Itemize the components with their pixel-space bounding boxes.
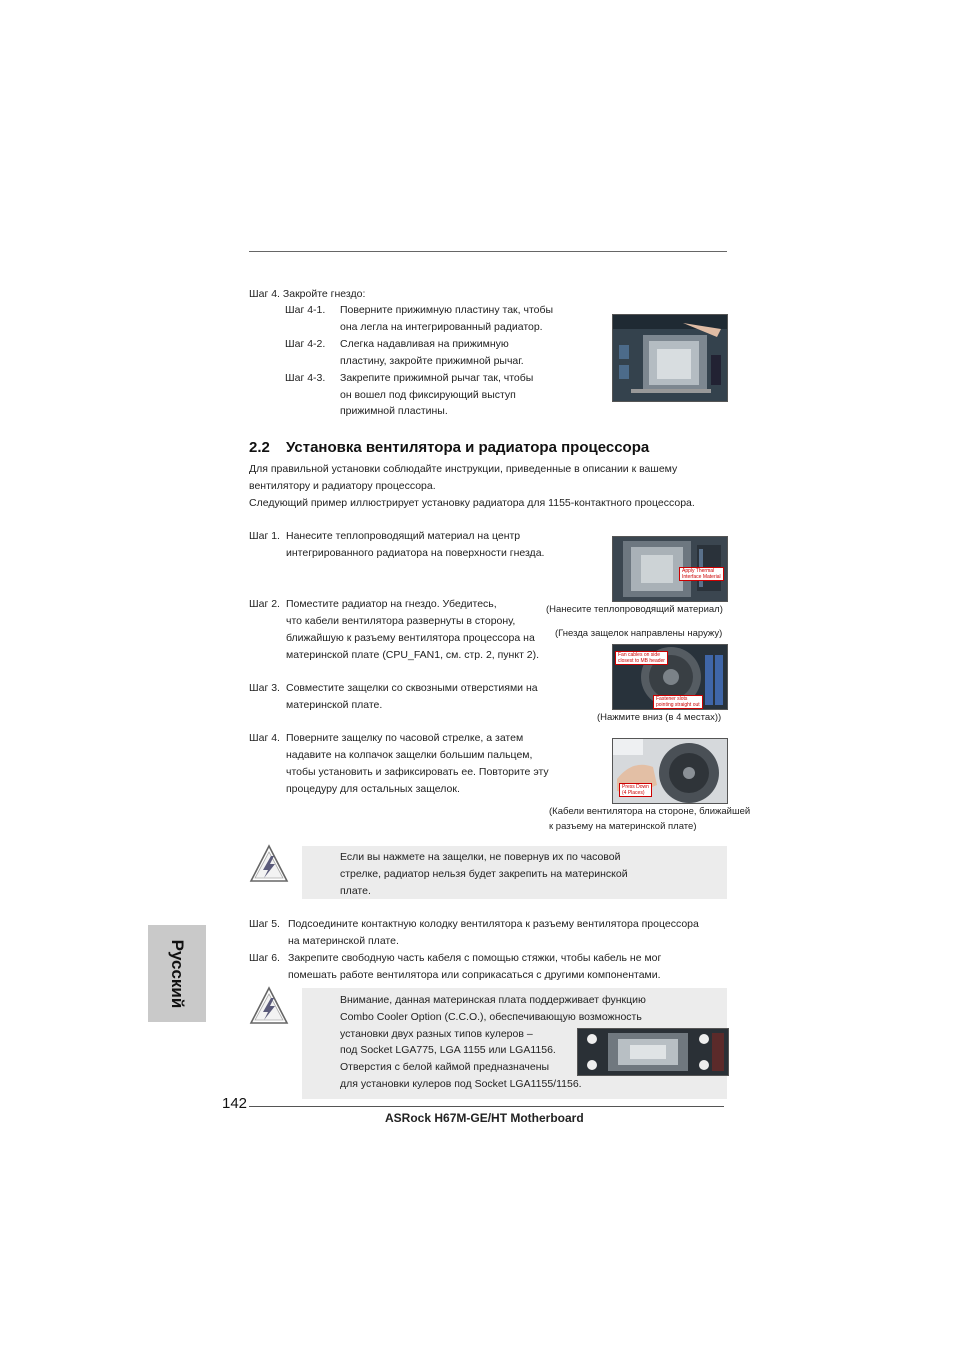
step1-num: Шаг 1. [249,530,280,542]
note1-line3: плате. [340,885,371,897]
step3-num: Шаг 3. [249,682,280,694]
caption-press: (Нажмите вниз (в 4 местах)) [597,712,722,723]
section-number: 2.2 [249,439,270,456]
step6-line1: Закрепите свободную часть кабеля с помощью стяжки, чтобы кабель не мог [288,952,662,964]
apply-label: Apply Thermal Interface Material [679,567,724,581]
warning-icon-2 [249,986,289,1026]
step4b-line4: процедуру для остальных защелок. [286,783,460,795]
fastener-label: Fastener slots pointing straight out [653,695,703,709]
caption-slots: (Гнезда защелок направлены наружу) [555,628,723,639]
step2-line2: что кабели вентилятора развернуты в сторону, [286,615,516,627]
step2-num: Шаг 2. [249,598,280,610]
step2-line3: ближайшую к разъему вентилятора процессора на [286,632,535,644]
language-tab [148,925,206,1022]
step4-1-num: Шаг 4-1. [285,304,326,316]
press-label: Press Down (4 Places) [619,783,652,797]
step5-num: Шаг 5. [249,918,280,930]
step6-line2: помешать работе вентилятора или соприкасаться с другими компонентами. [288,969,661,981]
language-tab-label: Русский [168,939,187,1008]
step4b-num: Шаг 4. [249,732,280,744]
footer-rule [249,1106,724,1107]
step4-1-line1: Поверните прижимную пластину так, чтобы [340,304,554,316]
step4-1-line2: она легла на интегрированный радиатор. [340,321,543,333]
step1-line1: Нанесите теплопроводящий материал на центр [286,530,521,542]
fan-cables-label: Fan cables on side closest to MB header [615,651,668,665]
caption-thermal: (Нанесите теплопроводящий материал) [546,604,723,615]
step4b-line2: надавите на колпачок защелки большим пальцем, [286,749,533,761]
fan-placement-photo [612,644,728,710]
note2-line4: под Socket LGA775, LGA 1155 или LGA1156. [340,1044,556,1056]
note1-line1: Если вы нажмете на защелки, не повернув их по часовой [340,851,621,863]
page-number: 142 [222,1095,248,1112]
step4-2-line2: пластину, закройте прижимной рычаг. [340,355,524,367]
warning-icon [249,844,289,884]
cco-socket-photo [577,1028,729,1076]
caption-cables-b: к разъему на материнской плате) [549,821,697,832]
note2-line5: Отверстия с белой каймой предназначены [340,1061,550,1073]
step5-line2: на материнской плате. [288,935,399,947]
note2-line3: установки двух разных типов кулеров – [340,1028,533,1040]
step4-3-line3: прижимной пластины. [340,405,448,417]
step4b-line3: чтобы установить и зафиксировать ее. Повторите эту [286,766,549,778]
step4-3-num: Шаг 4-3. [285,372,326,384]
note2-line2: Combo Cooler Option (C.C.O.), обеспечивающую возможность [340,1011,642,1023]
step4-title: Шаг 4. Закройте гнездо: [249,288,366,300]
step1-line2: интегрированного радиатора на поверхности гнезда. [286,547,545,559]
section-title: Установка вентилятора и радиатора процессора [286,439,650,456]
fastener-lock-photo [612,738,728,804]
intro-line1: Для правильной установки соблюдайте инструкции, приведенные в описании к вашему [249,463,678,475]
step2-line4: материнской плате (CPU_FAN1, см. стр. 2, пункт 2). [286,649,540,661]
step4-2-num: Шаг 4-2. [285,338,326,350]
step3-line2: материнской плате. [286,699,383,711]
step4-2-line1: Слегка надавливая на прижимную [340,338,509,350]
footer-title: ASRock H67M-GE/HT Motherboard [385,1111,584,1125]
step4-3-line2: он вошел под фиксирующий выступ [340,389,516,401]
step4-3-line1: Закрепите прижимной рычаг так, чтобы [340,372,534,384]
intro-line3: Следующий пример иллюстрирует установку радиатора для 1155-контактного процессора. [249,497,695,509]
step3-line1: Совместите защелки со сквозными отверстиями на [286,682,538,694]
caption-cables-a: (Кабели вентилятора на стороне, ближайшей [549,806,751,817]
step5-line1: Подсоедините контактную колодку вентилятора к разъему вентилятора процессора [288,918,699,930]
step2-line1: Поместите радиатор на гнездо. Убедитесь, [286,598,497,610]
step6-num: Шаг 6. [249,952,280,964]
step4b-line1: Поверните защелку по часовой стрелке, а затем [286,732,524,744]
thermal-paste-photo [612,536,728,602]
header-rule [249,251,727,252]
note2-line1: Внимание, данная материнская плата поддерживает функцию [340,994,646,1006]
socket-close-photo [612,314,728,402]
note1-line2: стрелке, радиатор нельзя будет закрепить на материнской [340,868,628,880]
note2-line6: для установки кулеров под Socket LGA1155/1156. [340,1078,582,1090]
intro-line2: вентилятору и радиатору процессора. [249,480,436,492]
